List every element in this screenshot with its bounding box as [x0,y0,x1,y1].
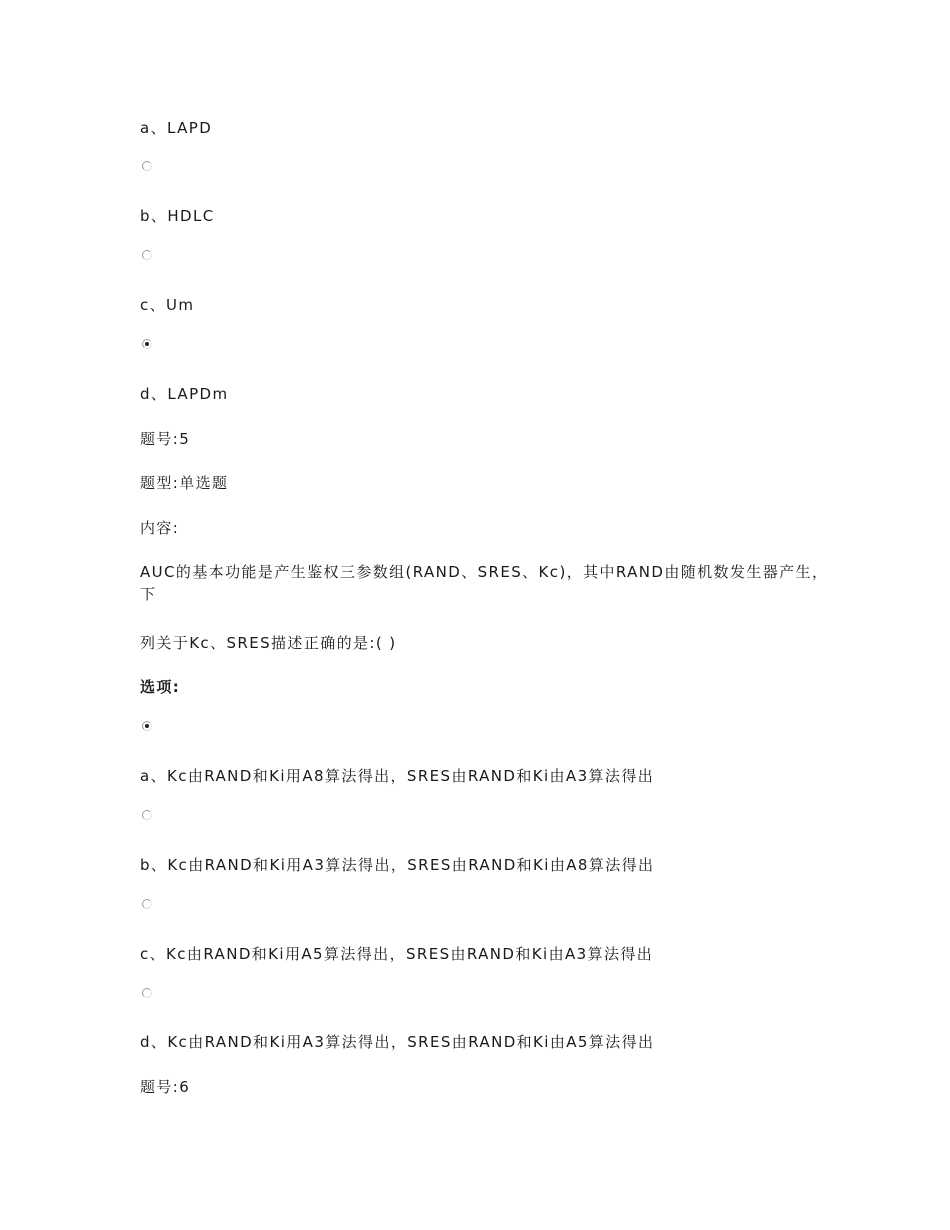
q5-option-c-label: c、Kc由RAND和Ki用A5算法得出，SRES由RAND和Ki由A3算法得出 [140,945,654,963]
q5-option-c-radio[interactable] [142,899,152,909]
q5-option-d-radio[interactable] [142,988,152,998]
option-b-label: b、HDLC [140,207,215,225]
q5-option-b-radio[interactable] [142,810,152,820]
question-type: 题型:单选题 [140,474,229,492]
q5-option-a-label: a、Kc由RAND和Ki用A8算法得出，SRES由RAND和Ki由A3算法得出 [140,767,655,785]
next-question-number: 题号:6 [140,1078,191,1096]
option-a-label: a、LAPD [140,119,213,137]
q5-option-a-radio[interactable] [142,721,152,731]
option-d-label: d、LAPDm [140,385,229,403]
content-label: 内容: [140,519,180,537]
question-content-continued: 列关于Kc、SRES描述正确的是:( ) [140,634,397,652]
option-b-radio[interactable] [142,161,152,171]
question-content: AUC的基本功能是产生鉴权三参数组(RAND、SRES、Kc)，其中RAND由随机数发生器产生，下 [140,563,829,603]
question-number: 题号:5 [140,430,191,448]
document-page [140,0,830,1230]
q5-option-d-label: d、Kc由RAND和Ki用A3算法得出，SRES由RAND和Ki由A5算法得出 [140,1033,655,1051]
option-c-label: c、Um [140,296,195,314]
q5-option-b-label: b、Kc由RAND和Ki用A3算法得出，SRES由RAND和Ki由A8算法得出 [140,856,655,874]
option-c-radio[interactable] [142,250,152,260]
option-d-radio[interactable] [142,339,152,349]
options-label: 选项: [140,678,181,696]
